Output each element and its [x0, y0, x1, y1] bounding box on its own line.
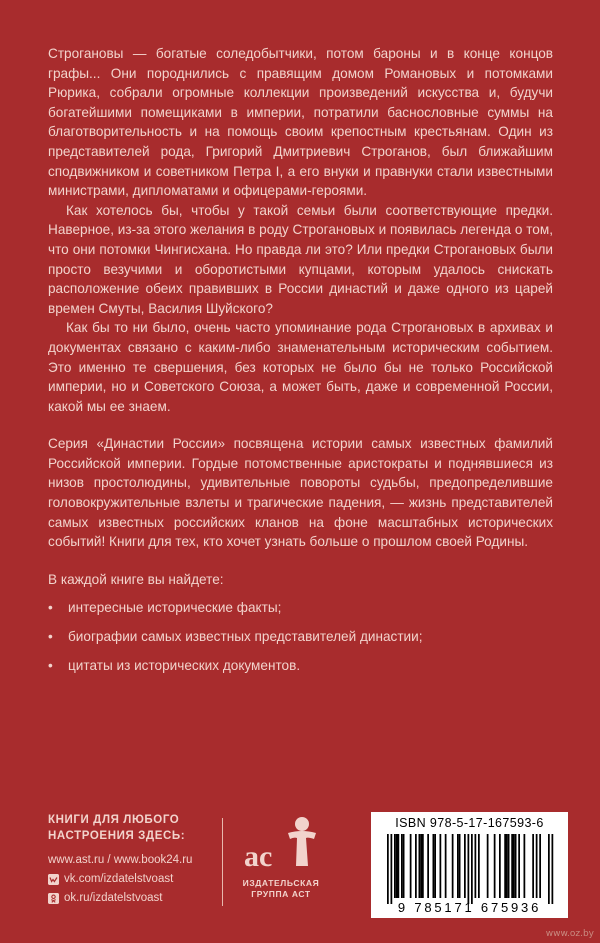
bullet-icon: •: [48, 657, 53, 673]
isbn-label: ISBN 978-5-17-167593-6: [395, 816, 544, 830]
barcode-bar: [536, 834, 538, 898]
barcode-bar: [478, 834, 480, 898]
barcode-bar: [403, 834, 405, 898]
list-item: • интересные исторические факты;: [48, 598, 553, 618]
barcode-bar: [464, 834, 466, 898]
list-intro: В каждой книге вы найдете:: [48, 571, 224, 587]
watermark: www.oz.by: [545, 929, 594, 939]
promo-block: [48, 812, 218, 906]
barcode-bar: [410, 834, 412, 898]
paragraph-series: Серия «Династии России» посвящена истории самых известных фамилий Российской империи. Гордые потомственные аристократы и поднявшиеся из низов простолюдины, удивительные повороты судьбы, предопределившие головокружительные взлеты и трагические падения, — жизнь представителей самых известных российских кланов на фоне масштабных исторических событий! Книги для тех, кто хочет узнать больше о прошлом своей Родины.: [48, 436, 553, 550]
barcode-bar: [506, 834, 508, 898]
barcode-bar: [499, 834, 501, 898]
cover-footer: [48, 812, 568, 922]
bullet-icon: •: [48, 600, 53, 616]
barcode-bar: [457, 834, 459, 898]
barcode-bar: [504, 834, 506, 898]
list-item: • биографии самых известных представителей династии;: [48, 627, 553, 647]
feature-list: [48, 598, 553, 675]
barcode-bar: [394, 834, 396, 898]
barcode-bar: [419, 834, 421, 898]
ast-logo-icon: [236, 814, 326, 878]
vk-link[interactable]: vk.com/izdatelstvoast: [48, 871, 218, 887]
barcode-bar: [433, 834, 435, 898]
barcode-bar: [459, 834, 461, 898]
vk-icon: [48, 874, 59, 885]
paragraph-intro: Строгановы — богатые соледобытчики, потом бароны и в конце концов графы... Они породнились с правящим домом Романовых и потомками Рюрика, собрали огромные коллекции произведений искусства и, будучи богатейшими помещиками в империи, потратили баснословные суммы на благотворительность и на помощь своим крепостным крестьянам. Один из представителей рода, Григорий Дмитриевич Строганов, был ближайшим сподвижником и советником Петра I, а его внуки и правнуки стали известными министрами, дипломатами и офицерами-героями.: [48, 46, 553, 199]
ok-link[interactable]: ok.ru/izdatelstvoast: [48, 890, 218, 906]
footer-divider: [222, 818, 223, 906]
back-cover-text: [48, 44, 553, 675]
barcode-bar: [532, 834, 534, 898]
barcode-bar: [552, 834, 554, 904]
barcode-bar: [515, 834, 517, 898]
barcode-bar: [387, 834, 389, 904]
barcode-bar: [513, 834, 515, 898]
barcode-bar: [524, 834, 526, 898]
barcode-bar: [420, 834, 422, 898]
barcode-bar: [391, 834, 393, 904]
barcode-bar: [434, 834, 436, 898]
publisher-caption: ИЗДАТЕЛЬСКАЯ ГРУППА АСТ: [242, 878, 320, 899]
barcode-bar: [398, 834, 400, 898]
barcode-bar: [471, 834, 473, 904]
barcode-bar: [518, 834, 520, 898]
barcode-bar: [415, 834, 417, 898]
barcode-bar: [440, 834, 442, 898]
paragraph-archives: Как бы то ни было, очень часто упоминание рода Строгановых в архивах и документах связано с каким-либо знаменательным историческим событием. Это именно те свершения, без которых не было бы не только Российской империи, но и Советского Союза, а может быть, даже и современной России, какой мы ее знаем.: [48, 320, 553, 414]
promo-heading: КНИГИ ДЛЯ ЛЮБОГО НАСТРОЕНИЯ ЗДЕСЬ:: [48, 814, 186, 842]
publisher-logo: [236, 814, 326, 914]
barcode-bar: [445, 834, 447, 898]
ok-icon: [48, 893, 59, 904]
paragraph-legend: Как хотелось бы, чтобы у такой семьи были соответствующие предки. Наверное, из-за этого желания в роду Строгановых и появилась легенда о том, что они потомки Чингисхана. Но правда ли это? Или предки Строгановых были просто везучими и оборотистыми купцами, которым удалось снискать расположение обеих правивших в России династий и даже одного из царей времен Смуты, Василия Шуйского?: [48, 202, 553, 316]
barcode-bar: [508, 834, 510, 898]
barcode-bar: [494, 834, 496, 898]
barcode-bar: [452, 834, 454, 898]
barcode-bar: [468, 834, 470, 904]
bullet-icon: •: [48, 629, 53, 645]
barcode-bar: [487, 834, 489, 898]
barcode-bar: [475, 834, 477, 898]
barcode-bar: [396, 834, 398, 898]
barcode-bar: [422, 834, 424, 898]
barcode-digits: 9 785171 675936: [397, 900, 542, 915]
barcode-bar: [539, 834, 541, 898]
logo-text: ac: [244, 840, 273, 873]
barcode-bar: [427, 834, 429, 898]
promo-sites-link[interactable]: www.ast.ru / www.book24.ru: [48, 854, 193, 866]
list-item: • цитаты из исторических документов.: [48, 656, 553, 676]
barcode-bar: [548, 834, 550, 904]
barcode-bar: [401, 834, 403, 898]
barcode-bar: [511, 834, 513, 898]
isbn-barcode: [371, 812, 568, 918]
